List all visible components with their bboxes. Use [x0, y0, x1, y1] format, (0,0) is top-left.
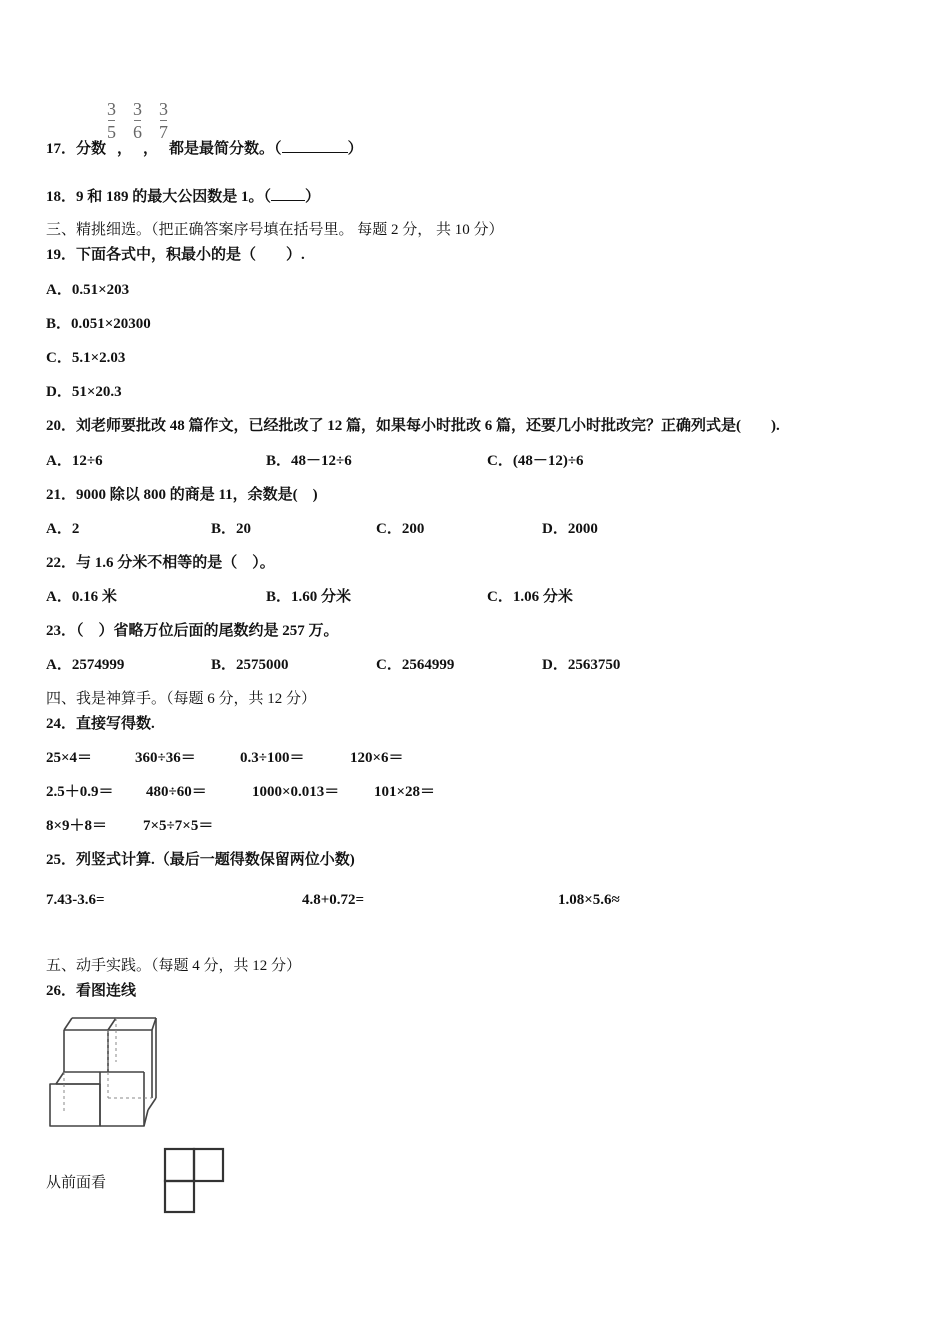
- vertical-calc-item: 1.08×5.6≈: [558, 892, 620, 908]
- vertical-calc-item: 4.8+0.72=: [302, 892, 365, 908]
- question-19-stem: 19．下面各式中，积最小的是（ ）.: [46, 247, 305, 263]
- section-4-heading: 四、我是神算手。（每题 6 分，共 12 分）: [46, 691, 317, 707]
- fraction-3-6: $\frac{3}{6}$: [133, 99, 143, 142]
- calc-item: 25×4＝: [46, 750, 93, 766]
- question-22-stem: 22．与 1.6 分米不相等的是（ ）。: [46, 555, 275, 571]
- q23-option-a[interactable]: A．2574999: [46, 657, 125, 673]
- question-24-stem: 24．直接写得数.: [46, 716, 155, 732]
- question-18: 18．9 和 189 的最大公因数是 1。（ ）: [46, 186, 320, 207]
- calc-item: 0.3÷100＝: [240, 750, 305, 766]
- section-3-heading: 三、精挑细选。（把正确答案序号填在括号里。 每题 2 分， 共 10 分）: [46, 222, 504, 238]
- q19-option-b[interactable]: B．0.051×20300: [46, 316, 151, 332]
- q20-option-c[interactable]: C．(48－12)÷6: [487, 453, 584, 469]
- fraction-3-7: $\frac{3}{7}$: [159, 99, 169, 142]
- q22-option-b[interactable]: B．1.60 分米: [266, 589, 352, 605]
- question-21-stem: 21．9000 除以 800 的商是 11，余数是( ): [46, 487, 318, 503]
- q22-option-c[interactable]: C．1.06 分米: [487, 589, 573, 605]
- q22-option-a[interactable]: A．0.16 米: [46, 589, 117, 605]
- q23-option-c[interactable]: C．2564999: [376, 657, 455, 673]
- answer-blank-17[interactable]: [282, 138, 348, 153]
- front-view-grid: [162, 1146, 226, 1216]
- q21-option-d[interactable]: D．2000: [542, 521, 598, 537]
- vertical-calc-item: 7.43-3.6=: [46, 892, 105, 908]
- q21-option-c[interactable]: C．200: [376, 521, 425, 537]
- q21-option-b[interactable]: B．20: [211, 521, 252, 537]
- calc-item: 101×28＝: [374, 784, 436, 800]
- q19-option-d[interactable]: D．51×20.3: [46, 384, 122, 400]
- answer-blank-18[interactable]: [271, 186, 305, 201]
- question-26-stem: 26．看图连线: [46, 983, 137, 999]
- calc-item: 7×5÷7×5＝: [143, 818, 214, 834]
- question-23-stem: 23．（ ）省略万位后面的尾数约是 257 万。: [46, 623, 339, 639]
- calc-item: 480÷60＝: [146, 784, 207, 800]
- q23-option-d[interactable]: D．2563750: [542, 657, 621, 673]
- fraction-3-5: $\frac{3}{5}$: [107, 99, 117, 142]
- q23-option-b[interactable]: B．2575000: [211, 657, 289, 673]
- section-5-heading: 五、动手实践。（每题 4 分，共 12 分）: [46, 958, 302, 974]
- q19-option-c[interactable]: C．5.1×2.03: [46, 350, 126, 366]
- calc-item: 8×9＋8＝: [46, 818, 108, 834]
- question-25-stem: 25．列竖式计算.（最后一题得数保留两位小数): [46, 852, 355, 868]
- q19-option-a[interactable]: A．0.51×203: [46, 282, 130, 298]
- front-view-label: 从前面看: [46, 1175, 107, 1191]
- calc-item: 1000×0.013＝: [252, 784, 340, 800]
- q21-option-a[interactable]: A．2: [46, 521, 80, 537]
- q20-option-b[interactable]: B．48－12÷6: [266, 453, 352, 469]
- calc-item: 120×6＝: [350, 750, 404, 766]
- cube-solid-figure: [44, 1012, 159, 1130]
- calc-item: 2.5＋0.9＝: [46, 784, 114, 800]
- q20-option-a[interactable]: A．12÷6: [46, 453, 103, 469]
- q17-prefix: 17．分数: [46, 140, 107, 157]
- question-20-stem: 20．刘老师要批改 48 篇作文，已经批改了 12 篇，如果每小时批改 6 篇，还要几小时批改完？正确列式是( ).: [46, 418, 780, 434]
- calc-item: 360÷36＝: [135, 750, 196, 766]
- question-17: 17．分数 $\frac{3}{5}$ ， $\frac{3}{6}$ ， $\frac{3}{7}$ 都是最简分数。（ ）: [46, 99, 363, 157]
